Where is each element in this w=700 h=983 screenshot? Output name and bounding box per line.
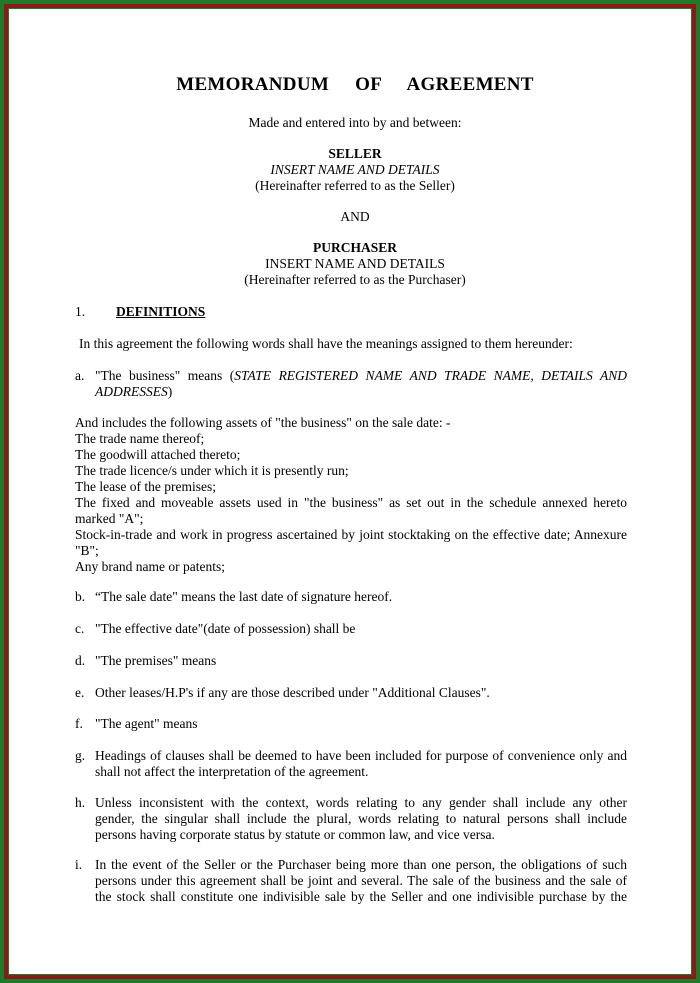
item-text-line: persons under this agreement shall be joint and several. The sale of the business and the sale of — [95, 873, 627, 888]
item-label: e. — [75, 685, 85, 700]
item-text-line: the stock shall constitute one indivisible sale by the Seller and one indivisible purchase by the — [95, 889, 627, 904]
item-a-italic-line1: STATE REGISTERED NAME AND TRADE NAME, DETAILS AND — [234, 368, 627, 383]
item-text-line: Headings of clauses shall be deemed to have been included for purpose of convenience only and — [95, 748, 627, 763]
purchaser-heading: PURCHASER — [312, 240, 397, 255]
item-label: c. — [75, 621, 85, 636]
asset-line: The goodwill attached thereto; — [75, 447, 241, 462]
item-label: g. — [75, 748, 86, 763]
asset-line: "B"; — [75, 543, 99, 558]
item-a-suffix: ) — [167, 384, 173, 399]
item-text-line: "The agent" means — [95, 716, 198, 731]
item-text-line: gender, the singular shall include the plural, words relating to natural persons shall include — [95, 811, 627, 826]
document-title: MEMORANDUM OF AGREEMENT — [176, 74, 534, 95]
purchaser-placeholder: INSERT NAME AND DETAILS — [265, 256, 445, 271]
seller-heading: SELLER — [328, 146, 382, 161]
asset-line: Any brand name or patents; — [75, 559, 225, 574]
item-text-line: "The effective date"(date of possession) shall be — [95, 621, 356, 636]
asset-line: The trade name thereof; — [75, 431, 205, 446]
item-text-line: “The sale date" means the last date of signature hereof. — [95, 589, 393, 604]
item-text-line: Unless inconsistent with the context, words relating to any gender shall include any other — [95, 795, 627, 810]
section-number: 1. — [75, 304, 86, 319]
and-text: AND — [340, 209, 370, 224]
intro-line: Made and entered into by and between: — [248, 115, 462, 130]
item-text-line: persons having corporate status by statute or common law, and vice versa. — [95, 827, 495, 842]
seller-placeholder: INSERT NAME AND DETAILS — [270, 162, 440, 177]
item-label: d. — [75, 653, 86, 668]
item-label: a. — [75, 368, 85, 383]
item-label: i. — [75, 857, 83, 872]
item-a-prefix: "The business" means ( — [95, 368, 235, 383]
assets-list — [75, 415, 627, 575]
document-page — [8, 8, 692, 975]
asset-line: marked "A"; — [75, 511, 144, 526]
item-label: b. — [75, 589, 86, 604]
item-text-line: shall not affect the interpretation of the agreement. — [95, 764, 369, 779]
purchaser-referred: (Hereinafter referred to as the Purchaser) — [244, 272, 466, 287]
item-label: f. — [75, 716, 83, 731]
section-intro: In this agreement the following words shall have the meanings assigned to them hereunder: — [79, 336, 573, 351]
item-text-line: "The premises" means — [95, 653, 217, 668]
item-text-line: In the event of the Seller or the Purchaser being more than one person, the obligations of such — [95, 857, 627, 872]
asset-line: The fixed and moveable assets used in "the business" as set out in the schedule annexed hereto — [75, 495, 627, 510]
seller-referred: (Hereinafter referred to as the Seller) — [255, 178, 455, 193]
section-heading: DEFINITIONS — [116, 304, 206, 319]
item-a-italic-line2: ADDRESSES — [95, 384, 168, 399]
asset-line: The trade licence/s under which it is presently run; — [75, 463, 349, 478]
asset-line: And includes the following assets of "the business" on the sale date: - — [75, 415, 451, 430]
asset-line: Stock-in-trade and work in progress ascertained by joint stocktaking on the effective date; Annexure — [75, 527, 627, 542]
item-text-line: Other leases/H.P's if any are those described under "Additional Clauses". — [95, 685, 490, 700]
item-label: h. — [75, 795, 86, 810]
asset-line: The lease of the premises; — [75, 479, 216, 494]
